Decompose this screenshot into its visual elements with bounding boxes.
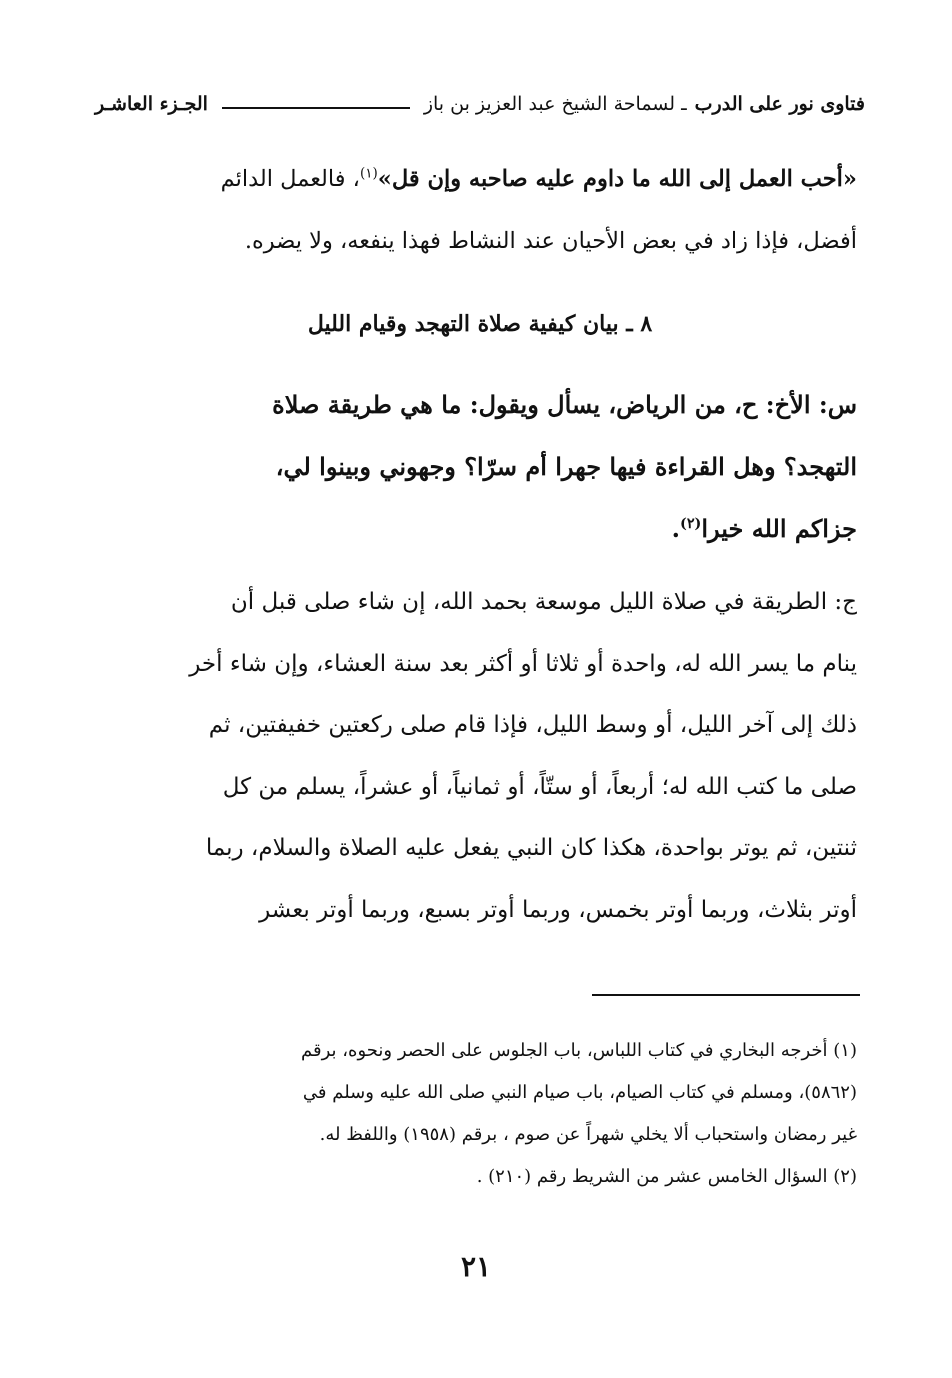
intro-line <box>87 148 857 210</box>
question-line-end: . <box>671 514 680 543</box>
question-line: التهجد؟ وهل القراءة فيها جهرا أم سرّا؟ وجهوني وبينوا لي، <box>275 452 857 481</box>
answer-line: أوتر بثلاث، وربما أوتر بخمس، وربما أوتر بسبع، وربما أوتر بعشر <box>259 896 857 923</box>
footnote-rule <box>592 994 860 996</box>
footnote-line: (٢) السؤال الخامس عشر من الشريط رقم (٢١٠) . <box>476 1166 857 1187</box>
book-title: فتاوى نور على الدرب <box>694 93 865 115</box>
author-credit: ـ لسماحة الشيخ عبد العزيز بن باز <box>423 93 687 115</box>
answer-line: صلى ما كتب الله له؛ أربعاً، أو ستّاً، أو ثمانياً، أو عشراً، يسلم من كل <box>222 773 857 800</box>
answer-line: ثنتين، ثم يوتر بواحدة، هكذا كان النبي يفعل عليه الصلاة والسلام، ربما <box>205 835 857 861</box>
answer-line: ينام ما يسر الله له، واحدة أو ثلاثا أو أكثر بعد سنة العشاء، وإن شاء أخر <box>189 650 857 677</box>
answer-line: ذلك إلى آخر الليل، أو وسط الليل، فإذا قام صلى ركعتين خفيفتين، ثم <box>208 712 857 738</box>
hadith-quote: «أحب العمل إلى الله ما داوم عليه صاحبه وإن قل» <box>377 166 857 192</box>
section-heading: ٨ ـ بيان كيفية صلاة التهجد وقيام الليل <box>307 311 653 337</box>
answer-paragraph <box>87 572 857 941</box>
page-number: ٢١ <box>460 1250 492 1283</box>
footnote-line: (٥٨٦٢)، ومسلم في كتاب الصيام، باب صيام النبي صلى الله عليه وسلم في <box>302 1082 857 1103</box>
footnote-marker-1: (١) <box>359 165 378 182</box>
question-line: س: الأخ: ح، من الرياض، يسأل ويقول: ما هي طريقة صلاة <box>272 390 857 419</box>
intro-line: أفضل، فإذا زاد في بعض الأحيان عند النشاط فهذا ينفعه، ولا يضره. <box>244 228 857 254</box>
question-line <box>87 498 857 560</box>
volume-label: الجـزء العاشـر <box>95 93 208 115</box>
footnotes <box>87 1030 857 1198</box>
footnote-line: (١) أخرجه البخاري في كتاب اللباس، باب الجلوس على الحصر ونحوه، برقم <box>301 1040 857 1061</box>
question-line-text: جزاكم الله خيرا <box>701 514 857 543</box>
answer-line: ج: الطريقة في صلاة الليل موسعة بحمد الله، إن شاء صلى قبل أن <box>230 589 857 615</box>
question-paragraph <box>87 374 857 560</box>
intro-line-rest: ، فالعمل الدائم <box>220 166 360 192</box>
intro-paragraph <box>87 148 857 272</box>
header-rule <box>222 107 410 109</box>
footnote-marker-2: (٢) <box>680 515 702 532</box>
footnote-line: غير رمضان واستحباب ألا يخلي شهراً عن صوم ، برقم (١٩٥٨) واللفظ له. <box>319 1124 857 1145</box>
running-header <box>95 86 865 122</box>
